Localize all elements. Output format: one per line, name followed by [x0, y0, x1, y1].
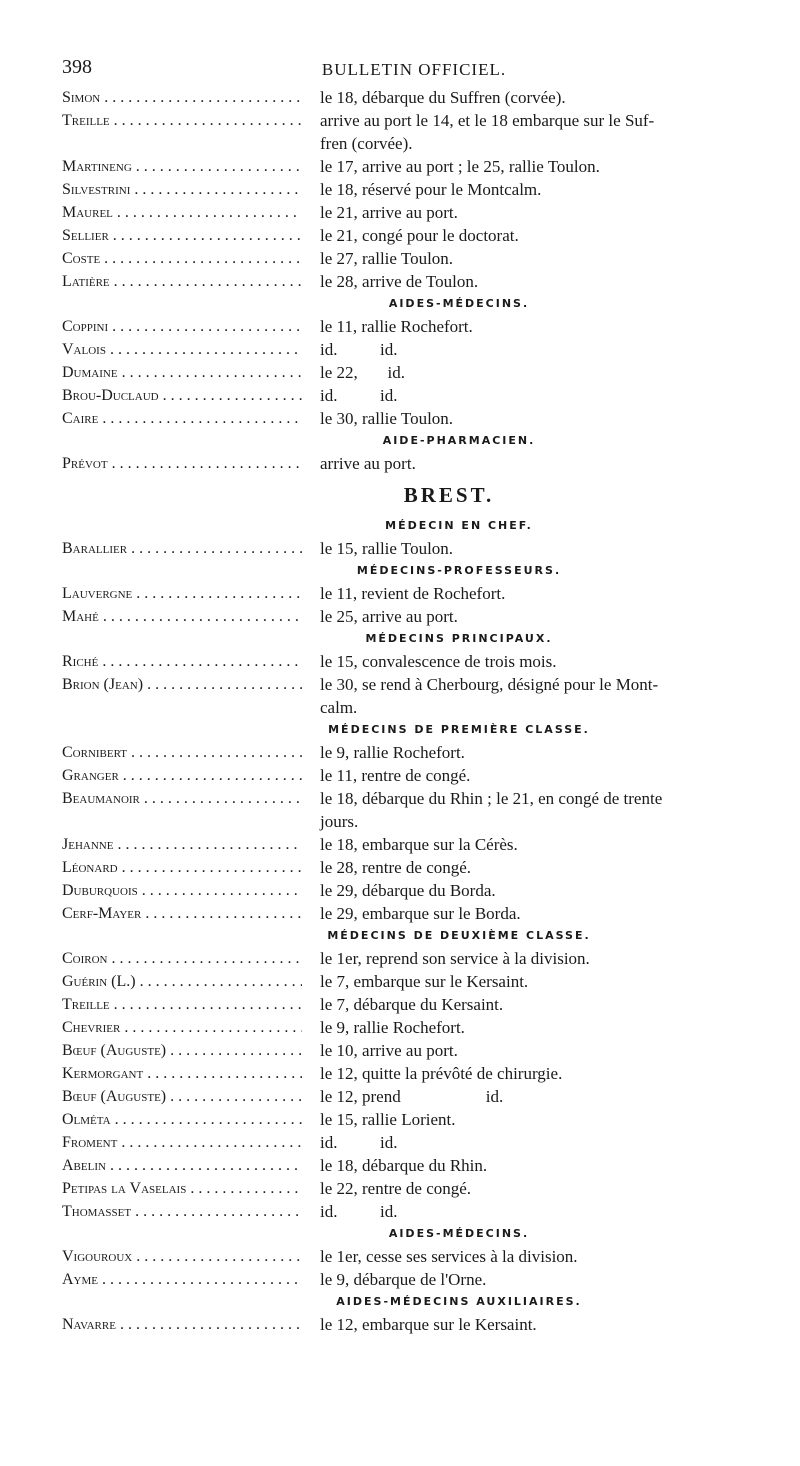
record-entry: le 17, arrive au port ; le 25, rallie Toulon.: [320, 157, 600, 176]
record-row: [62, 270, 766, 293]
page-number: 398: [62, 56, 92, 78]
record-entry: le 15, rallie Toulon.: [320, 539, 454, 558]
record-entry: arrive au port.: [320, 454, 416, 473]
record-entry: le 28, rentre de congé.: [320, 858, 472, 877]
continuation-line: fren (corvée).: [320, 134, 413, 153]
record-row: [62, 1268, 766, 1291]
section-heading: MÉDECINS DE PREMIÈRE CLASSE.: [328, 723, 590, 736]
section-heading: MÉDECINS PRINCIPAUX.: [365, 632, 553, 645]
record-row: [62, 1108, 766, 1131]
record-entry: le 18, débarque du Rhin.: [320, 1156, 488, 1175]
record-row: [62, 1016, 766, 1039]
record-name: Simon . . .: [62, 86, 302, 109]
record-entry: le 9, rallie Rochefort.: [320, 1018, 465, 1037]
record-entry: le 15, rallie Lorient.: [320, 1110, 456, 1129]
record-entry: id. id.: [320, 340, 398, 359]
record-name: Froment . . .: [62, 1131, 302, 1154]
record-row: [62, 1085, 766, 1108]
record-name: Jehanne . . .: [62, 833, 302, 856]
record-name: Navarre . . .: [62, 1313, 302, 1336]
record-name: Riché . . .: [62, 650, 302, 673]
record-name: Coiron . . .: [62, 947, 302, 970]
record-name: Martineng . . .: [62, 155, 302, 178]
record-name: Cerf-Mayer . . .: [62, 902, 302, 925]
record-entry: le 7, embarque sur le Kersaint.: [320, 972, 529, 991]
record-name: Silvestrini . . .: [62, 178, 302, 201]
record-entry: le 11, revient de Rochefort.: [320, 584, 506, 603]
record-entry: le 1er, cesse ses services à la division.: [320, 1247, 578, 1266]
record-row: [62, 1131, 766, 1154]
record-entry: le 30, se rend à Cherbourg, désigné pour le Mont-: [320, 675, 659, 694]
record-row: [62, 970, 766, 993]
record-entry: id. id.: [320, 386, 398, 405]
record-name: Abelin . . .: [62, 1154, 302, 1177]
record-name: Granger . . .: [62, 764, 302, 787]
record-row: [62, 247, 766, 270]
record-entry: le 29, embarque sur le Borda.: [320, 904, 521, 923]
record-name: Coppini . . .: [62, 315, 302, 338]
record-row: [62, 1245, 766, 1268]
section-heading: MÉDECINS-PROFESSEURS.: [356, 564, 562, 577]
record-row: [62, 879, 766, 902]
record-row: [62, 833, 766, 856]
record-row: [62, 178, 766, 201]
record-entry: le 18, débarque du Rhin ; le 21, en congé de trente: [320, 789, 663, 808]
record-name: Beaumanoir . . .: [62, 787, 302, 810]
record-name: Duburquois . . .: [62, 879, 302, 902]
record-entry: le 9, débarque de l'Orne.: [320, 1270, 487, 1289]
record-name: Brou-Duclaud . . .: [62, 384, 302, 407]
record-row: [62, 1062, 766, 1085]
record-entry: le 25, arrive au port.: [320, 607, 458, 626]
record-name: Mahé . . .: [62, 605, 302, 628]
record-name: Cornibert . . .: [62, 741, 302, 764]
record-entry: arrive au port le 14, et le 18 embarque sur le Suf-: [320, 111, 655, 130]
record-entry: le 22, id.: [320, 363, 405, 382]
section-heading: AIDES-MÉDECINS AUXILIAIRES.: [336, 1295, 582, 1308]
record-entry: le 18, réservé pour le Montcalm.: [320, 180, 542, 199]
record-entry: le 30, rallie Toulon.: [320, 409, 454, 428]
record-entry: le 18, débarque du Suffren (corvée).: [320, 88, 566, 107]
continuation-line: jours.: [320, 812, 359, 831]
record-name: Ayme . . .: [62, 1268, 302, 1291]
record-name: Dumaine . . .: [62, 361, 302, 384]
record-name: Bœuf (Auguste) . . .: [62, 1085, 302, 1108]
record-entry: le 21, congé pour le doctorat.: [320, 226, 519, 245]
record-entry: le 12, prend id.: [320, 1087, 504, 1106]
record-row: [62, 1313, 766, 1336]
record-name: Valois . . .: [62, 338, 302, 361]
record-name: Petipas la Vaselais . . .: [62, 1177, 302, 1200]
record-row: [62, 1177, 766, 1200]
record-name: Olméta . . .: [62, 1108, 302, 1131]
record-entry: le 28, arrive de Toulon.: [320, 272, 479, 291]
record-entry: id. id.: [320, 1133, 398, 1152]
city-heading: BREST.: [403, 483, 495, 507]
record-row: [62, 361, 766, 384]
page-header: [62, 52, 766, 86]
record-row: [62, 856, 766, 879]
record-entry: le 1er, reprend son service à la division.: [320, 949, 590, 968]
record-row: [62, 787, 766, 810]
record-row: [62, 384, 766, 407]
record-row: [62, 764, 766, 787]
record-entry: le 10, arrive au port.: [320, 1041, 458, 1060]
record-name: Kermorgant . . .: [62, 1062, 302, 1085]
record-entry: le 9, rallie Rochefort.: [320, 743, 465, 762]
record-entry: le 22, rentre de congé.: [320, 1179, 472, 1198]
record-row: [62, 315, 766, 338]
record-name: Vigouroux . . .: [62, 1245, 302, 1268]
record-row: [62, 582, 766, 605]
record-entry: le 12, quitte la prévôté de chirurgie.: [320, 1064, 563, 1083]
record-row: [62, 109, 766, 132]
section-heading: AIDE-PHARMACIEN.: [382, 434, 536, 447]
record-row: [62, 155, 766, 178]
record-name: Lauvergne . . .: [62, 582, 302, 605]
record-row: [62, 650, 766, 673]
record-row: [62, 1154, 766, 1177]
record-list: [62, 86, 766, 1336]
section-heading: MÉDECINS DE DEUXIÈME CLASSE.: [327, 929, 591, 942]
section-heading: MÉDECIN EN CHEF.: [385, 519, 533, 532]
record-name: Treille . . .: [62, 109, 302, 132]
record-name: Brion (Jean) . . .: [62, 673, 302, 696]
record-entry: id. id.: [320, 1202, 398, 1221]
record-row: [62, 201, 766, 224]
record-entry: le 15, convalescence de trois mois.: [320, 652, 557, 671]
running-title: BULLETIN OFFICIEL.: [321, 60, 507, 79]
record-name: Treille . . .: [62, 993, 302, 1016]
record-entry: le 12, embarque sur le Kersaint.: [320, 1315, 537, 1334]
record-name: Prévot . . .: [62, 452, 302, 475]
record-name: Chevrier . . .: [62, 1016, 302, 1039]
continuation-line: calm.: [320, 698, 358, 717]
record-row: [62, 1200, 766, 1223]
record-name: Coste . . .: [62, 247, 302, 270]
record-name: Léonard . . .: [62, 856, 302, 879]
record-entry: le 21, arrive au port.: [320, 203, 458, 222]
record-name: Bœuf (Auguste) . . .: [62, 1039, 302, 1062]
record-row: [62, 993, 766, 1016]
section-heading: AIDES-MÉDECINS.: [388, 1227, 530, 1240]
record-entry: le 27, rallie Toulon.: [320, 249, 454, 268]
record-row: [62, 673, 766, 696]
section-heading: AIDES-MÉDECINS.: [388, 297, 530, 310]
record-row: [62, 537, 766, 560]
record-name: Maurel . . .: [62, 201, 302, 224]
record-row: [62, 1039, 766, 1062]
record-name: Caire . . .: [62, 407, 302, 430]
record-entry: le 29, débarque du Borda.: [320, 881, 496, 900]
record-row: [62, 407, 766, 430]
record-row: [62, 902, 766, 925]
record-entry: le 7, débarque du Kersaint.: [320, 995, 504, 1014]
record-name: Sellier . . .: [62, 224, 302, 247]
record-entry: le 11, rentre de congé.: [320, 766, 471, 785]
record-row: [62, 338, 766, 361]
record-entry: le 18, embarque sur la Cérès.: [320, 835, 518, 854]
record-name: Thomasset . . .: [62, 1200, 302, 1223]
record-row: [62, 605, 766, 628]
record-name: Barallier . . .: [62, 537, 302, 560]
record-name: Latière . . .: [62, 270, 302, 293]
record-row: [62, 86, 766, 109]
document-page: [62, 52, 766, 1336]
record-name: Guérin (L.) . . .: [62, 970, 302, 993]
record-row: [62, 741, 766, 764]
record-row: [62, 452, 766, 475]
record-entry: le 11, rallie Rochefort.: [320, 317, 473, 336]
record-row: [62, 224, 766, 247]
record-row: [62, 947, 766, 970]
